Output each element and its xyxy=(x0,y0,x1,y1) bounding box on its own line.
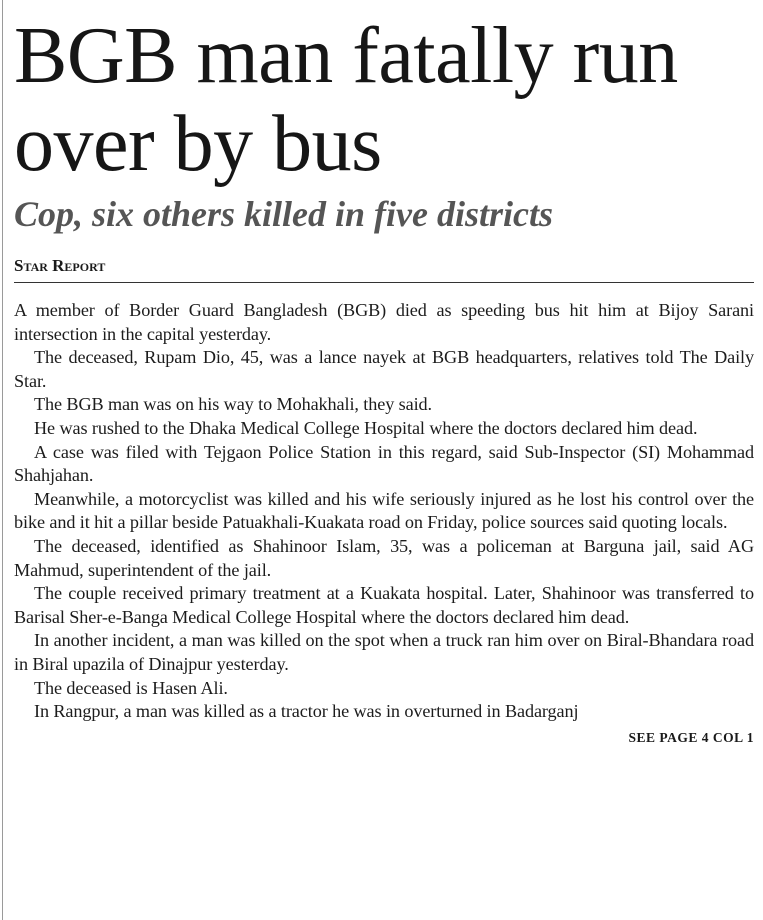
article-paragraph: A member of Border Guard Bangladesh (BGB) died as speeding bus hit him at Bijoy Sarani intersection in the capital yesterday. xyxy=(14,300,754,344)
byline: Star Report xyxy=(14,256,754,283)
article-paragraph: A case was filed with Tejgaon Police Station in this regard, said Sub-Inspector (SI) Mohammad Shahjahan. xyxy=(14,441,754,486)
article-paragraph: In another incident, a man was killed on the spot when a truck ran him over on Biral-Bhandara road in Biral upazila of Dinajpur yesterday. xyxy=(14,630,754,674)
column-rule xyxy=(2,0,3,920)
headline: BGB man fatally run over by bus xyxy=(14,12,678,188)
article-paragraph: In Rangpur, a man was killed as a tractor he was in overturned in Badarganj xyxy=(34,701,579,722)
article-paragraph: The couple received primary treatment at a Kuakata hospital. Later, Shahinoor was transferred to Barisal Sher-e-Banga Medical College Hospital where the doctors declared him dead. xyxy=(14,583,754,627)
article-paragraph: The BGB man was on his way to Mohakhali, they said. xyxy=(34,394,433,415)
news-article xyxy=(14,0,754,746)
continuation-jump: SEE PAGE 4 COL 1 xyxy=(628,729,754,745)
subheadline: Cop, six others killed in five districts xyxy=(14,194,554,234)
article-body xyxy=(14,299,754,724)
article-paragraph: The deceased, identified as Shahinoor Islam, 35, was a policeman at Barguna jail, said AG Mahmud, superintendent of the jail. xyxy=(14,535,754,580)
article-paragraph: He was rushed to the Dhaka Medical College Hospital where the doctors declared him dead. xyxy=(34,417,698,438)
article-paragraph: The deceased is Hasen Ali. xyxy=(34,677,228,698)
article-paragraph: Meanwhile, a motorcyclist was killed and his wife seriously injured as he lost his control over the bike and it hit a pillar beside Patuakhali-Kuakata road on Friday, police sources said quoting locals. xyxy=(14,488,754,533)
article-paragraph: The deceased, Rupam Dio, 45, was a lance nayek at BGB headquarters, relatives told The Daily Star. xyxy=(14,347,754,391)
